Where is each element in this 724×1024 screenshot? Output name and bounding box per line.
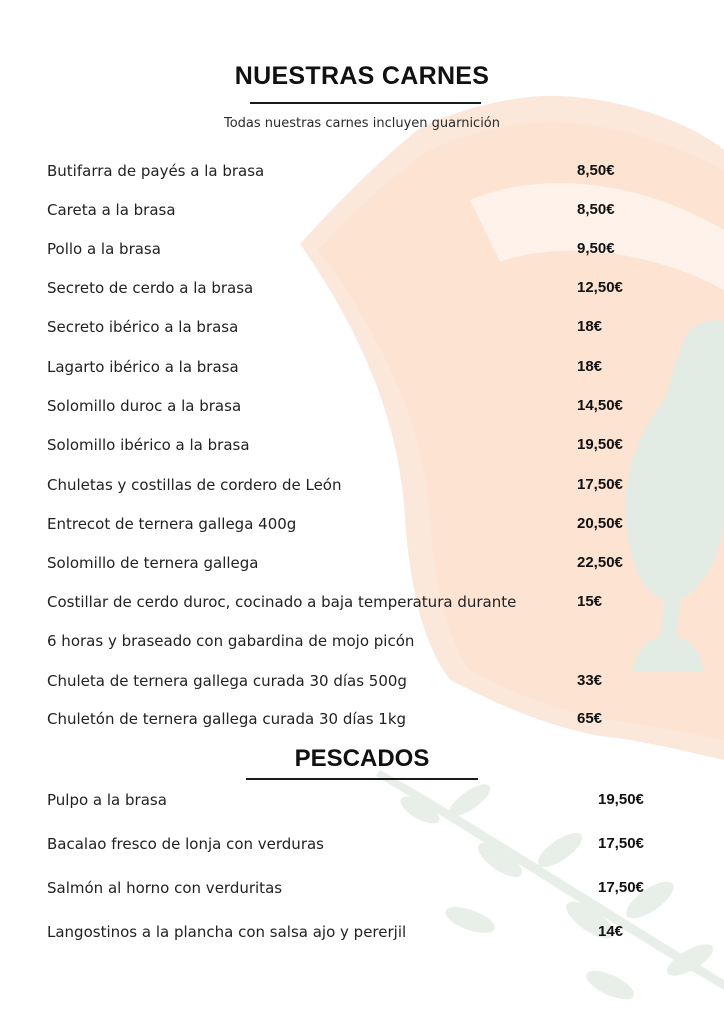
dish-name: Secreto ibérico a la brasa: [47, 318, 239, 336]
list-item: [0, 669, 724, 693]
dish-price: 22,50€: [577, 554, 623, 571]
dish-price: 15€: [577, 593, 603, 610]
dish-price: 8,50€: [577, 201, 615, 218]
list-item: [0, 707, 724, 731]
dish-name: Entrecot de ternera gallega 400g: [47, 515, 297, 533]
list-item: [0, 788, 724, 812]
list-item: [0, 315, 724, 339]
dish-price: 17,50€: [598, 879, 644, 896]
carnes-subtitle: Todas nuestras carnes incluyen guarnición: [223, 116, 501, 131]
dish-name: Pulpo a la brasa: [47, 791, 167, 809]
list-item: [0, 198, 724, 222]
dish-name: Bacalao fresco de lonja con verduras: [47, 835, 324, 853]
dish-price: 19,50€: [577, 436, 623, 453]
dish-name: Solomillo ibérico a la brasa: [47, 436, 250, 454]
dish-name: Solomillo duroc a la brasa: [47, 397, 242, 415]
list-item: [0, 590, 724, 614]
dish-name: 6 horas y braseado con gabardina de mojo picón: [47, 632, 415, 650]
dish-price: 14€: [598, 923, 624, 940]
dish-name: Salmón al horno con verduritas: [47, 879, 283, 897]
list-item: [0, 237, 724, 261]
dish-name: Secreto de cerdo a la brasa: [47, 279, 254, 297]
list-item: [0, 473, 724, 497]
dish-price: 18€: [577, 318, 603, 335]
list-item: [0, 876, 724, 900]
dish-price: 17,50€: [598, 835, 644, 852]
dish-name: Chuletón de ternera gallega curada 30 días 1kg: [47, 710, 407, 728]
dish-name: Langostinos a la plancha con salsa ajo y pererjil: [47, 923, 407, 941]
list-item: [0, 512, 724, 536]
list-item: [0, 920, 724, 944]
carnes-title-underline: [250, 102, 481, 104]
dish-name: Chuletas y costillas de cordero de León: [47, 476, 342, 494]
dish-name: Costillar de cerdo duroc, cocinado a baja temperatura durante: [47, 593, 517, 611]
dish-name: Pollo a la brasa: [47, 240, 161, 258]
list-item: [0, 159, 724, 183]
dish-price: 14,50€: [577, 397, 623, 414]
dish-price: 33€: [577, 672, 603, 689]
list-item: [0, 433, 724, 457]
dish-price: 8,50€: [577, 162, 615, 179]
dish-name: Lagarto ibérico a la brasa: [47, 358, 239, 376]
list-item: [0, 832, 724, 856]
dish-name: Careta a la brasa: [47, 201, 176, 219]
dish-price: 65€: [577, 710, 603, 727]
dish-price: 9,50€: [577, 240, 615, 257]
list-item: [0, 551, 724, 575]
dish-name: Solomillo de ternera gallega: [47, 554, 259, 572]
dish-price: 19,50€: [598, 791, 644, 808]
dish-price: 12,50€: [577, 279, 623, 296]
list-item: [0, 276, 724, 300]
pescados-title: PESCADOS: [294, 745, 430, 772]
pescados-title-underline: [246, 778, 478, 780]
list-item: [0, 355, 724, 379]
dish-price: 18€: [577, 358, 603, 375]
carnes-title: NUESTRAS CARNES: [234, 62, 490, 90]
list-item: [0, 394, 724, 418]
dish-name: Butifarra de payés a la brasa: [47, 162, 265, 180]
dish-price: 20,50€: [577, 515, 623, 532]
dish-name: Chuleta de ternera gallega curada 30 días 500g: [47, 672, 407, 690]
dish-price: 17,50€: [577, 476, 623, 493]
list-item: [0, 629, 724, 653]
